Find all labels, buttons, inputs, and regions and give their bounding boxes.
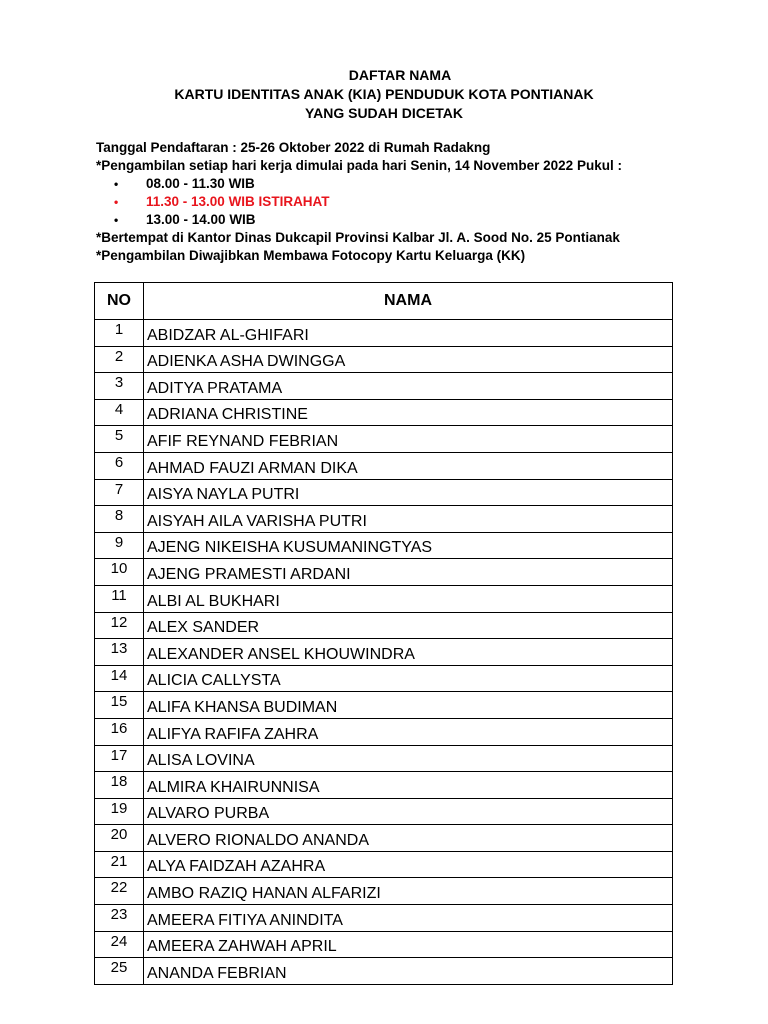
table-row bbox=[95, 506, 673, 533]
row-name: AISYAH AILA VARISHA PUTRI bbox=[144, 506, 673, 533]
row-number: 20 bbox=[95, 825, 144, 852]
row-name: AMBO RAZIQ HANAN ALFARIZI bbox=[144, 878, 673, 905]
table-row bbox=[95, 931, 673, 958]
row-name: ALVARO PURBA bbox=[144, 798, 673, 825]
table-row bbox=[95, 320, 673, 347]
row-name: AMEERA ZAHWAH APRIL bbox=[144, 931, 673, 958]
row-number: 3 bbox=[95, 373, 144, 400]
table-row bbox=[95, 851, 673, 878]
bullet-icon: • bbox=[114, 177, 119, 191]
requirement-info: *Pengambilan Diwajibkan Membawa Fotocopy Kartu Keluarga (KK) bbox=[96, 248, 526, 263]
row-name: ADITYA PRATAMA bbox=[144, 373, 673, 400]
table-row bbox=[95, 665, 673, 692]
table-row bbox=[95, 718, 673, 745]
table-row bbox=[95, 399, 673, 426]
table-row bbox=[95, 878, 673, 905]
row-name: ALIFA KHANSA BUDIMAN bbox=[144, 692, 673, 719]
row-number: 22 bbox=[95, 878, 144, 905]
row-number: 25 bbox=[95, 958, 144, 985]
names-table bbox=[94, 282, 673, 985]
table-row bbox=[95, 692, 673, 719]
row-number: 9 bbox=[95, 532, 144, 559]
table-row bbox=[95, 585, 673, 612]
row-number: 5 bbox=[95, 426, 144, 453]
row-number: 12 bbox=[95, 612, 144, 639]
table-row bbox=[95, 532, 673, 559]
schedule-item bbox=[114, 175, 255, 193]
row-name: ANANDA FEBRIAN bbox=[144, 958, 673, 985]
table-row bbox=[95, 745, 673, 772]
row-number: 11 bbox=[95, 585, 144, 612]
row-number: 18 bbox=[95, 772, 144, 799]
row-name: AFIF REYNAND FEBRIAN bbox=[144, 426, 673, 453]
row-name: ALMIRA KHAIRUNNISA bbox=[144, 772, 673, 799]
row-number: 17 bbox=[95, 745, 144, 772]
table-row bbox=[95, 639, 673, 666]
table-row bbox=[95, 612, 673, 639]
bullet-icon: • bbox=[114, 213, 119, 227]
table-row bbox=[95, 559, 673, 586]
table-row bbox=[95, 346, 673, 373]
location-info: *Bertempat di Kantor Dinas Dukcapil Provinsi Kalbar Jl. A. Sood No. 25 Pontianak bbox=[96, 230, 620, 245]
row-name: ALBI AL BUKHARI bbox=[144, 585, 673, 612]
table-row bbox=[95, 426, 673, 453]
table-row bbox=[95, 479, 673, 506]
row-number: 14 bbox=[95, 665, 144, 692]
schedule-text: 11.30 - 13.00 WIB ISTIRAHAT bbox=[146, 194, 330, 209]
row-number: 2 bbox=[95, 346, 144, 373]
row-number: 7 bbox=[95, 479, 144, 506]
table-row bbox=[95, 825, 673, 852]
document-title: DAFTAR NAMA bbox=[348, 67, 452, 83]
table-row bbox=[95, 373, 673, 400]
bullet-icon: • bbox=[114, 195, 119, 209]
row-name: AISYA NAYLA PUTRI bbox=[144, 479, 673, 506]
row-name: ALIFYA RAFIFA ZAHRA bbox=[144, 718, 673, 745]
row-number: 8 bbox=[95, 506, 144, 533]
row-number: 1 bbox=[95, 320, 144, 347]
table-row bbox=[95, 958, 673, 985]
row-number: 13 bbox=[95, 639, 144, 666]
row-name: ALISA LOVINA bbox=[144, 745, 673, 772]
row-number: 19 bbox=[95, 798, 144, 825]
schedule-item-break bbox=[114, 193, 330, 211]
row-name: ADIENKA ASHA DWINGGA bbox=[144, 346, 673, 373]
row-name: ALEX SANDER bbox=[144, 612, 673, 639]
row-number: 6 bbox=[95, 452, 144, 479]
row-name: ALVERO RIONALDO ANANDA bbox=[144, 825, 673, 852]
row-name: AJENG PRAMESTI ARDANI bbox=[144, 559, 673, 586]
row-name: ADRIANA CHRISTINE bbox=[144, 399, 673, 426]
row-number: 16 bbox=[95, 718, 144, 745]
table-body bbox=[95, 320, 673, 985]
row-number: 15 bbox=[95, 692, 144, 719]
row-name: AHMAD FAUZI ARMAN DIKA bbox=[144, 452, 673, 479]
row-number: 4 bbox=[95, 399, 144, 426]
row-name: AJENG NIKEISHA KUSUMANINGTYAS bbox=[144, 532, 673, 559]
row-name: ALYA FAIDZAH AZAHRA bbox=[144, 851, 673, 878]
table-row bbox=[95, 798, 673, 825]
registration-info: Tanggal Pendaftaran : 25-26 Oktober 2022 di Rumah Radakng bbox=[96, 140, 491, 155]
schedule-text: 13.00 - 14.00 WIB bbox=[146, 212, 256, 227]
pickup-info: *Pengambilan setiap hari kerja dimulai pada hari Senin, 14 November 2022 Pukul : bbox=[96, 158, 622, 173]
table-row bbox=[95, 772, 673, 799]
row-name: ABIDZAR AL-GHIFARI bbox=[144, 320, 673, 347]
table-header-row bbox=[95, 283, 673, 320]
table-row bbox=[95, 905, 673, 932]
header-no: NO bbox=[95, 283, 144, 320]
row-number: 24 bbox=[95, 931, 144, 958]
row-name: ALEXANDER ANSEL KHOUWINDRA bbox=[144, 639, 673, 666]
header-name: NAMA bbox=[144, 283, 673, 320]
schedule-item bbox=[114, 211, 256, 229]
schedule-text: 08.00 - 11.30 WIB bbox=[146, 176, 255, 191]
row-name: AMEERA FITIYA ANINDITA bbox=[144, 905, 673, 932]
document-subtitle: KARTU IDENTITAS ANAK (KIA) PENDUDUK KOTA PONTIANAK bbox=[174, 86, 594, 102]
row-number: 10 bbox=[95, 559, 144, 586]
row-number: 21 bbox=[95, 851, 144, 878]
document-subtitle-2: YANG SUDAH DICETAK bbox=[305, 105, 463, 121]
table-row bbox=[95, 452, 673, 479]
row-name: ALICIA CALLYSTA bbox=[144, 665, 673, 692]
row-number: 23 bbox=[95, 905, 144, 932]
